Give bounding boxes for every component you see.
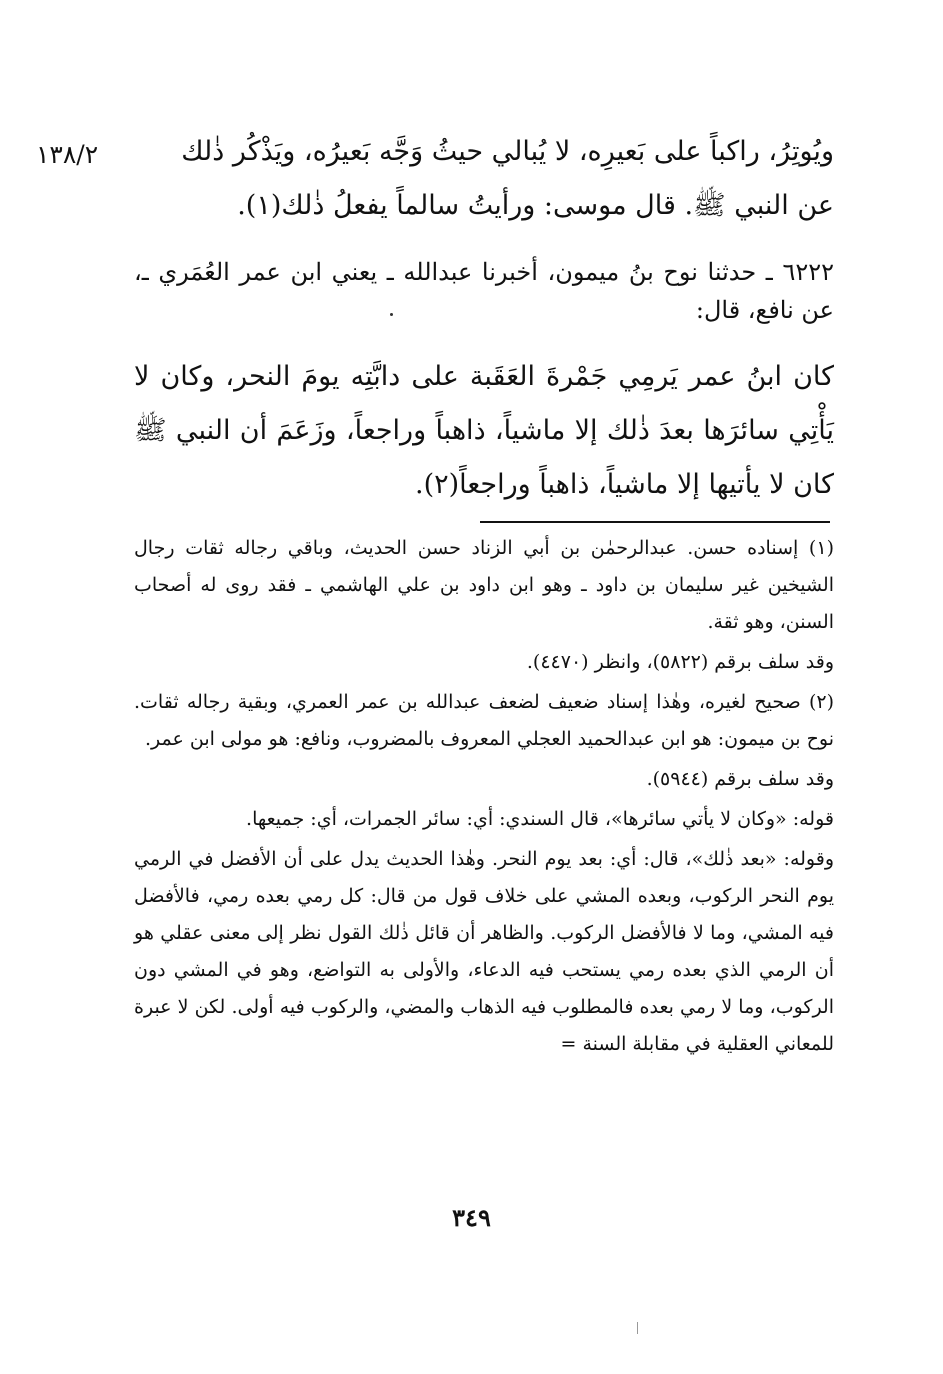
footnotes-section (134, 530, 834, 1063)
hadith-isnad-block (134, 253, 834, 329)
footnote-separator (480, 521, 830, 523)
main-text-continuation (134, 125, 834, 233)
footnote-2-commentary-continued: وقوله: «بعد ذٰلك»، قال: أي: بعد يوم النحر. وهٰذا الحديث يدل على أن الأفضل في الرمي يوم النحر الركوب، وبعده المشي على خلاف قول من قال: كل رمي بعده رمي، فالأفضل فيه المشي، وما لا فالأفضل الركوب. والظاهر أن قائل ذٰلك القول نظر إلى معنى عقلي هو أن الرمي الذي بعده رمي يستحب فيه الدعاء، والأولى به التواضع، وهو في المشي دون الركوب، وما لا رمي بعده فالمطلوب فيه الذهاب والمضي، والركوب فيه أولى. لكن لا عبرة للمعاني العقلية في مقابلة السنة = (134, 848, 834, 1055)
footnote-2: (٢) صحيح لغيره، وهٰذا إسناد ضعيف لضعف عبدالله بن عمر العمري، وبقية رجاله ثقات. نوح بن ميمون: هو ابن عبدالحميد العجلي المعروف بالمضروب، ونافع: هو مولى ابن عمر. (134, 691, 834, 750)
hadith-header: ٦٢٢٢ ـ حدثنا نوح بنُ ميمون، أخبرنا عبدالله ـ يعني ابن عمر العُمَري ـ، عن نافع، قال: (134, 258, 834, 324)
page-number: ٣٤٩ (452, 1203, 491, 1232)
footnote-2-commentary: قوله: «وكان لا يأتي سائرها»، قال السندي: أي: سائر الجمرات، أي: جميعها. (246, 808, 834, 830)
margin-volume-page-reference: ١٣٨/٢ (36, 140, 99, 169)
hadith-matn-block (134, 350, 834, 512)
footnote-2-reference: وقد سلف برقم (٥٩٤٤). (646, 768, 834, 790)
main-line: عن النبي ﷺ. قال موسى: ورأيتُ سالماً يفعلُ ذٰلك(١). (237, 190, 834, 221)
footnote-1: (١) إسناده حسن. عبدالرحمٰن بن أبي الزناد حسن الحديث، وباقي رجاله ثقات رجال الشيخين غير سليمان بن داود ـ وهو ابن داود بن علي الهاشمي ـ فقد روى له أصحاب السنن، وهو ثقة. (134, 537, 834, 633)
scan-mark (637, 1322, 638, 1334)
main-line: ويُوتِرُ، راكباً على بَعيرِه، لا يُبالي حيثُ وَجَّه بَعيرُه، ويَذْكُر ذٰلك (181, 136, 834, 167)
footnote-1-reference: وقد سلف برقم (٥٨٢٢)، وانظر (٤٤٧٠). (526, 651, 834, 673)
hadith-body: كان ابنُ عمر يَرمِي جَمْرةَ العَقَبة على دابَّتِه يومَ النحر، وكان لا يَأْتِي سائرَها بعدَ ذٰلك إلا ماشياً، ذاهباً وراجعاً، وزَعَمَ أن النبي ﷺ كان لا يأتيها إلا ماشياً، ذاهباً وراجعاً(٢). (134, 361, 834, 500)
scan-speck (390, 313, 393, 316)
